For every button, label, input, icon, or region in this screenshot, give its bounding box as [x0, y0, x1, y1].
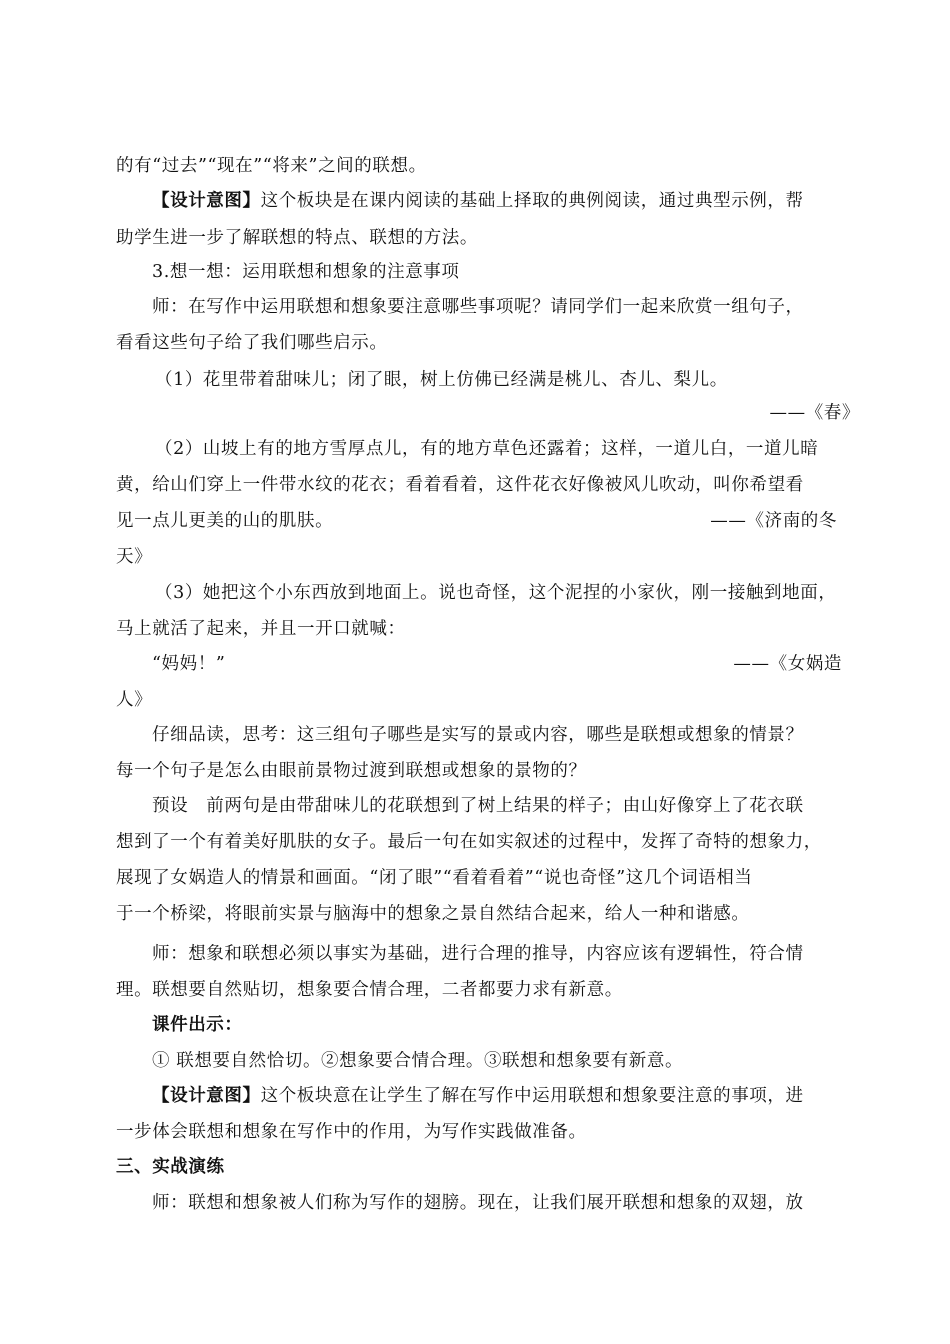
paragraph-line: 的有“过去”“现在”“将来”之间的联想。 — [116, 156, 427, 176]
quote-line: 黄，给山们穿上一件带水纹的花衣；看着看着，这件花衣好像被风儿吹动，叫你希望看 — [116, 475, 804, 495]
paragraph-line: 仔细品读，思考：这三组句子哪些是实写的景或内容，哪些是联想或想象的情景？ — [152, 725, 804, 745]
quote-line-with-source — [152, 653, 842, 675]
paragraph-line: 师：想象和联想必须以事实为基础，进行合理的推导，内容应该有逻辑性，符合情 — [152, 944, 804, 964]
quote-line: （3）她把这个小东西放到地面上。说也奇怪，这个泥捏的小家伙，刚一接触到地面， — [155, 583, 837, 603]
design-intent-tag: 【设计意图】 — [152, 191, 261, 211]
paragraph-line: 每一个句子是怎么由眼前景物过渡到联想或想象的景物的？ — [116, 761, 587, 781]
paragraph-line: 一步体会联想和想象在写作中的作用，为写作实践做准备。 — [116, 1122, 587, 1142]
paragraph-line: 于一个桥梁，将眼前实景与脑海中的想象之景自然结合起来，给人一种和谐感。 — [116, 904, 750, 924]
quote-source-tail: 人》 — [116, 690, 153, 710]
quote-line: 马上就活了起来，并且一开口就喊： — [116, 619, 406, 639]
quote-line: （2）山坡上有的地方雪厚点儿，有的地方草色还露着；这样，一道儿白，一道儿暗 — [155, 439, 819, 459]
paragraph-line: 想到了一个有着美好肌肤的女子。最后一句在如实叙述的过程中，发挥了奇特的想象力， — [116, 832, 822, 852]
design-intent-line — [152, 190, 897, 212]
design-intent-text: 这个板块是在课内阅读的基础上择取的典例阅读，通过典型示例，帮 — [260, 191, 804, 211]
courseware-heading: 课件出示： — [152, 1015, 243, 1035]
quote-source: ——《女娲造 — [733, 654, 842, 674]
paragraph-line: 展现了女娲造人的情景和画面。“闭了眼”“看着看着”“说也奇怪”这几个词语相当 — [116, 868, 753, 888]
quote-text: 见一点儿更美的山的肌肤。 — [116, 511, 334, 531]
paragraph-line: 预设 前两句是由带甜味儿的花联想到了树上结果的样子；由山好像穿上了花衣联 — [152, 796, 804, 816]
paragraph-line: 理。联想要自然贴切，想象要合情合理，二者都要力求有新意。 — [116, 980, 623, 1000]
paragraph-line: 师：在写作中运用联想和想象要注意哪些事项呢？请同学们一起来欣赏一组句子， — [152, 297, 804, 317]
design-intent-line — [152, 1085, 897, 1107]
paragraph-line: 师：联想和想象被人们称为写作的翅膀。现在，让我们展开联想和想象的双翅，放 — [152, 1193, 804, 1213]
design-intent-tag: 【设计意图】 — [152, 1086, 261, 1106]
paragraph-line: 看看这些句子给了我们哪些启示。 — [116, 333, 388, 353]
paragraph-line: 助学生进一步了解联想的特点、联想的方法。 — [116, 228, 478, 248]
design-intent-text: 这个板块意在让学生了解在写作中运用联想和想象要注意的事项，进 — [260, 1086, 804, 1106]
quote-source: ——《济南的冬 — [710, 511, 837, 531]
quote-source: ——《春》 — [769, 403, 860, 423]
section-title: 三、实战演练 — [116, 1157, 225, 1177]
quote-line: （1）花里带着甜味儿；闭了眼，树上仿佛已经满是桃儿、杏儿、梨儿。 — [155, 370, 728, 390]
courseware-content: ① 联想要自然恰切。②想象要合情合理。③联想和想象要有新意。 — [152, 1051, 684, 1071]
quote-source-tail: 天》 — [116, 547, 153, 567]
section-heading: 3.想一想：运用联想和想象的注意事项 — [152, 262, 460, 282]
quote-text: “妈妈！” — [152, 654, 226, 674]
quote-line-with-source — [116, 510, 851, 532]
